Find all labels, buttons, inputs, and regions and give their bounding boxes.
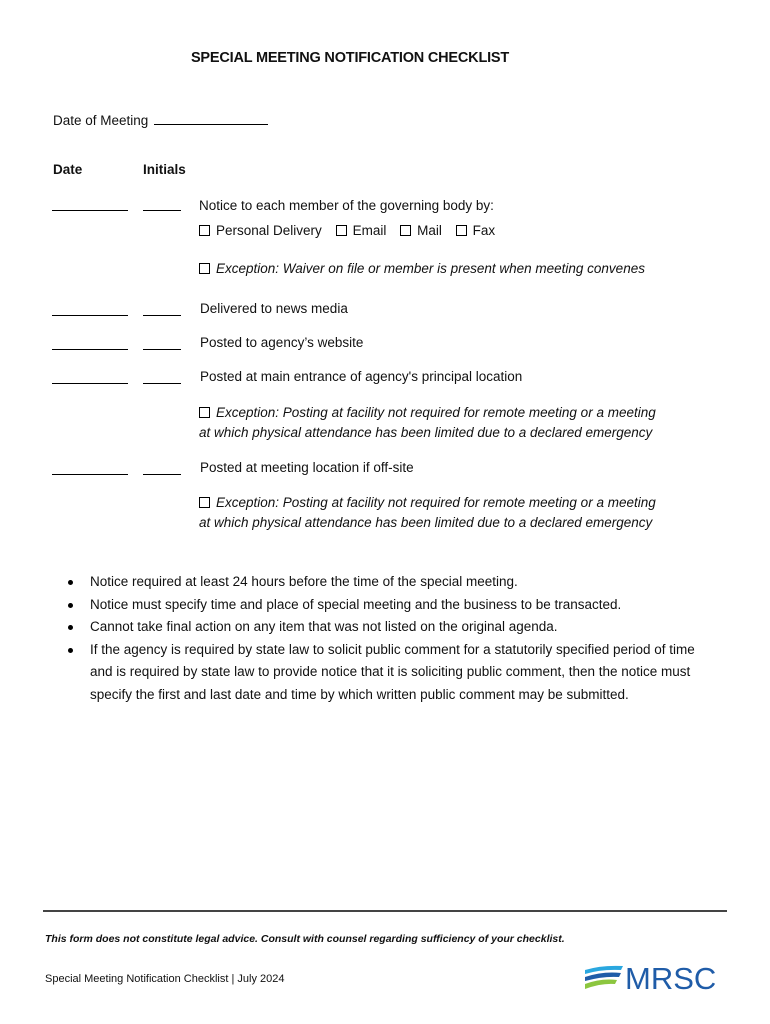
exception-posting-main [199,403,656,443]
list-item: Cannot take final action on any item that was not listed on the original agenda. [64,616,704,639]
bullet-icon [68,603,73,608]
checklist-item-offsite: Posted at meeting location if off-site [200,460,414,475]
disclaimer: This form does not constitute legal advice. Consult with counsel regarding sufficiency of your checklist. [45,933,565,945]
bullet-icon [68,580,73,585]
option-label: Fax [472,223,496,238]
checkbox-exception-posting-main[interactable] [199,407,210,418]
option-label: Email [352,223,387,238]
checkbox-exception-waiver[interactable] [199,263,210,274]
footer-divider [43,910,727,912]
checkbox-email[interactable] [336,225,347,236]
exception-posting-offsite [199,493,656,533]
delivery-options [199,223,495,238]
exception-text: Exception: Waiver on file or member is present when meeting convenes [216,261,645,276]
bullet-icon [68,648,73,653]
list-item: Notice must specify time and place of special meeting and the business to be transacted. [64,594,704,617]
exception-waiver [199,261,645,276]
date-blank[interactable] [52,349,128,350]
checklist-item-notice-members: Notice to each member of the governing body by: [199,198,494,213]
date-blank[interactable] [52,315,128,316]
date-of-meeting-field [53,113,268,128]
exception-text: Exception: Posting at facility not required for remote meeting or a meeting [216,405,656,420]
initials-blank[interactable] [143,210,181,211]
bullet-icon [68,625,73,630]
date-blank[interactable] [52,474,128,475]
checklist-item-website: Posted to agency’s website [200,335,364,350]
date-blank[interactable] [52,383,128,384]
date-of-meeting-label: Date of Meeting [53,113,149,128]
date-of-meeting-input[interactable] [154,123,268,125]
list-item: If the agency is required by state law to solicit public comment for a statutorily specified period of time and is required by state law to provide notice that it is soliciting public comment, then the notice must specify the first and last date and time by which written public comment may be submitted. [64,639,704,707]
checkbox-personal-delivery[interactable] [199,225,210,236]
exception-text: at which physical attendance has been limited due to a declared emergency [199,425,653,440]
option-label: Personal Delivery [216,223,322,238]
option-label: Mail [417,223,442,238]
initials-blank[interactable] [143,383,181,384]
exception-text: at which physical attendance has been limited due to a declared emergency [199,515,653,530]
page-title: SPECIAL MEETING NOTIFICATION CHECKLIST [190,50,510,66]
footer-text: Special Meeting Notification Checklist | July 2024 [45,973,285,985]
mrsc-logo [583,962,728,996]
logo-text: MRSC [625,961,717,996]
initials-blank[interactable] [143,474,181,475]
notes-list [64,571,704,706]
checklist-item-news-media: Delivered to news media [200,301,348,316]
checklist-item-main-entrance: Posted at main entrance of agency's principal location [200,369,523,384]
checkbox-mail[interactable] [400,225,411,236]
initials-blank[interactable] [143,315,181,316]
list-item: Notice required at least 24 hours before the time of the special meeting. [64,571,704,594]
checkbox-exception-posting-offsite[interactable] [199,497,210,508]
column-header-initials: Initials [143,162,186,177]
exception-text: Exception: Posting at facility not required for remote meeting or a meeting [216,495,656,510]
initials-blank[interactable] [143,349,181,350]
column-header-date: Date [53,162,83,177]
checkbox-fax[interactable] [456,225,467,236]
date-blank[interactable] [52,210,128,211]
